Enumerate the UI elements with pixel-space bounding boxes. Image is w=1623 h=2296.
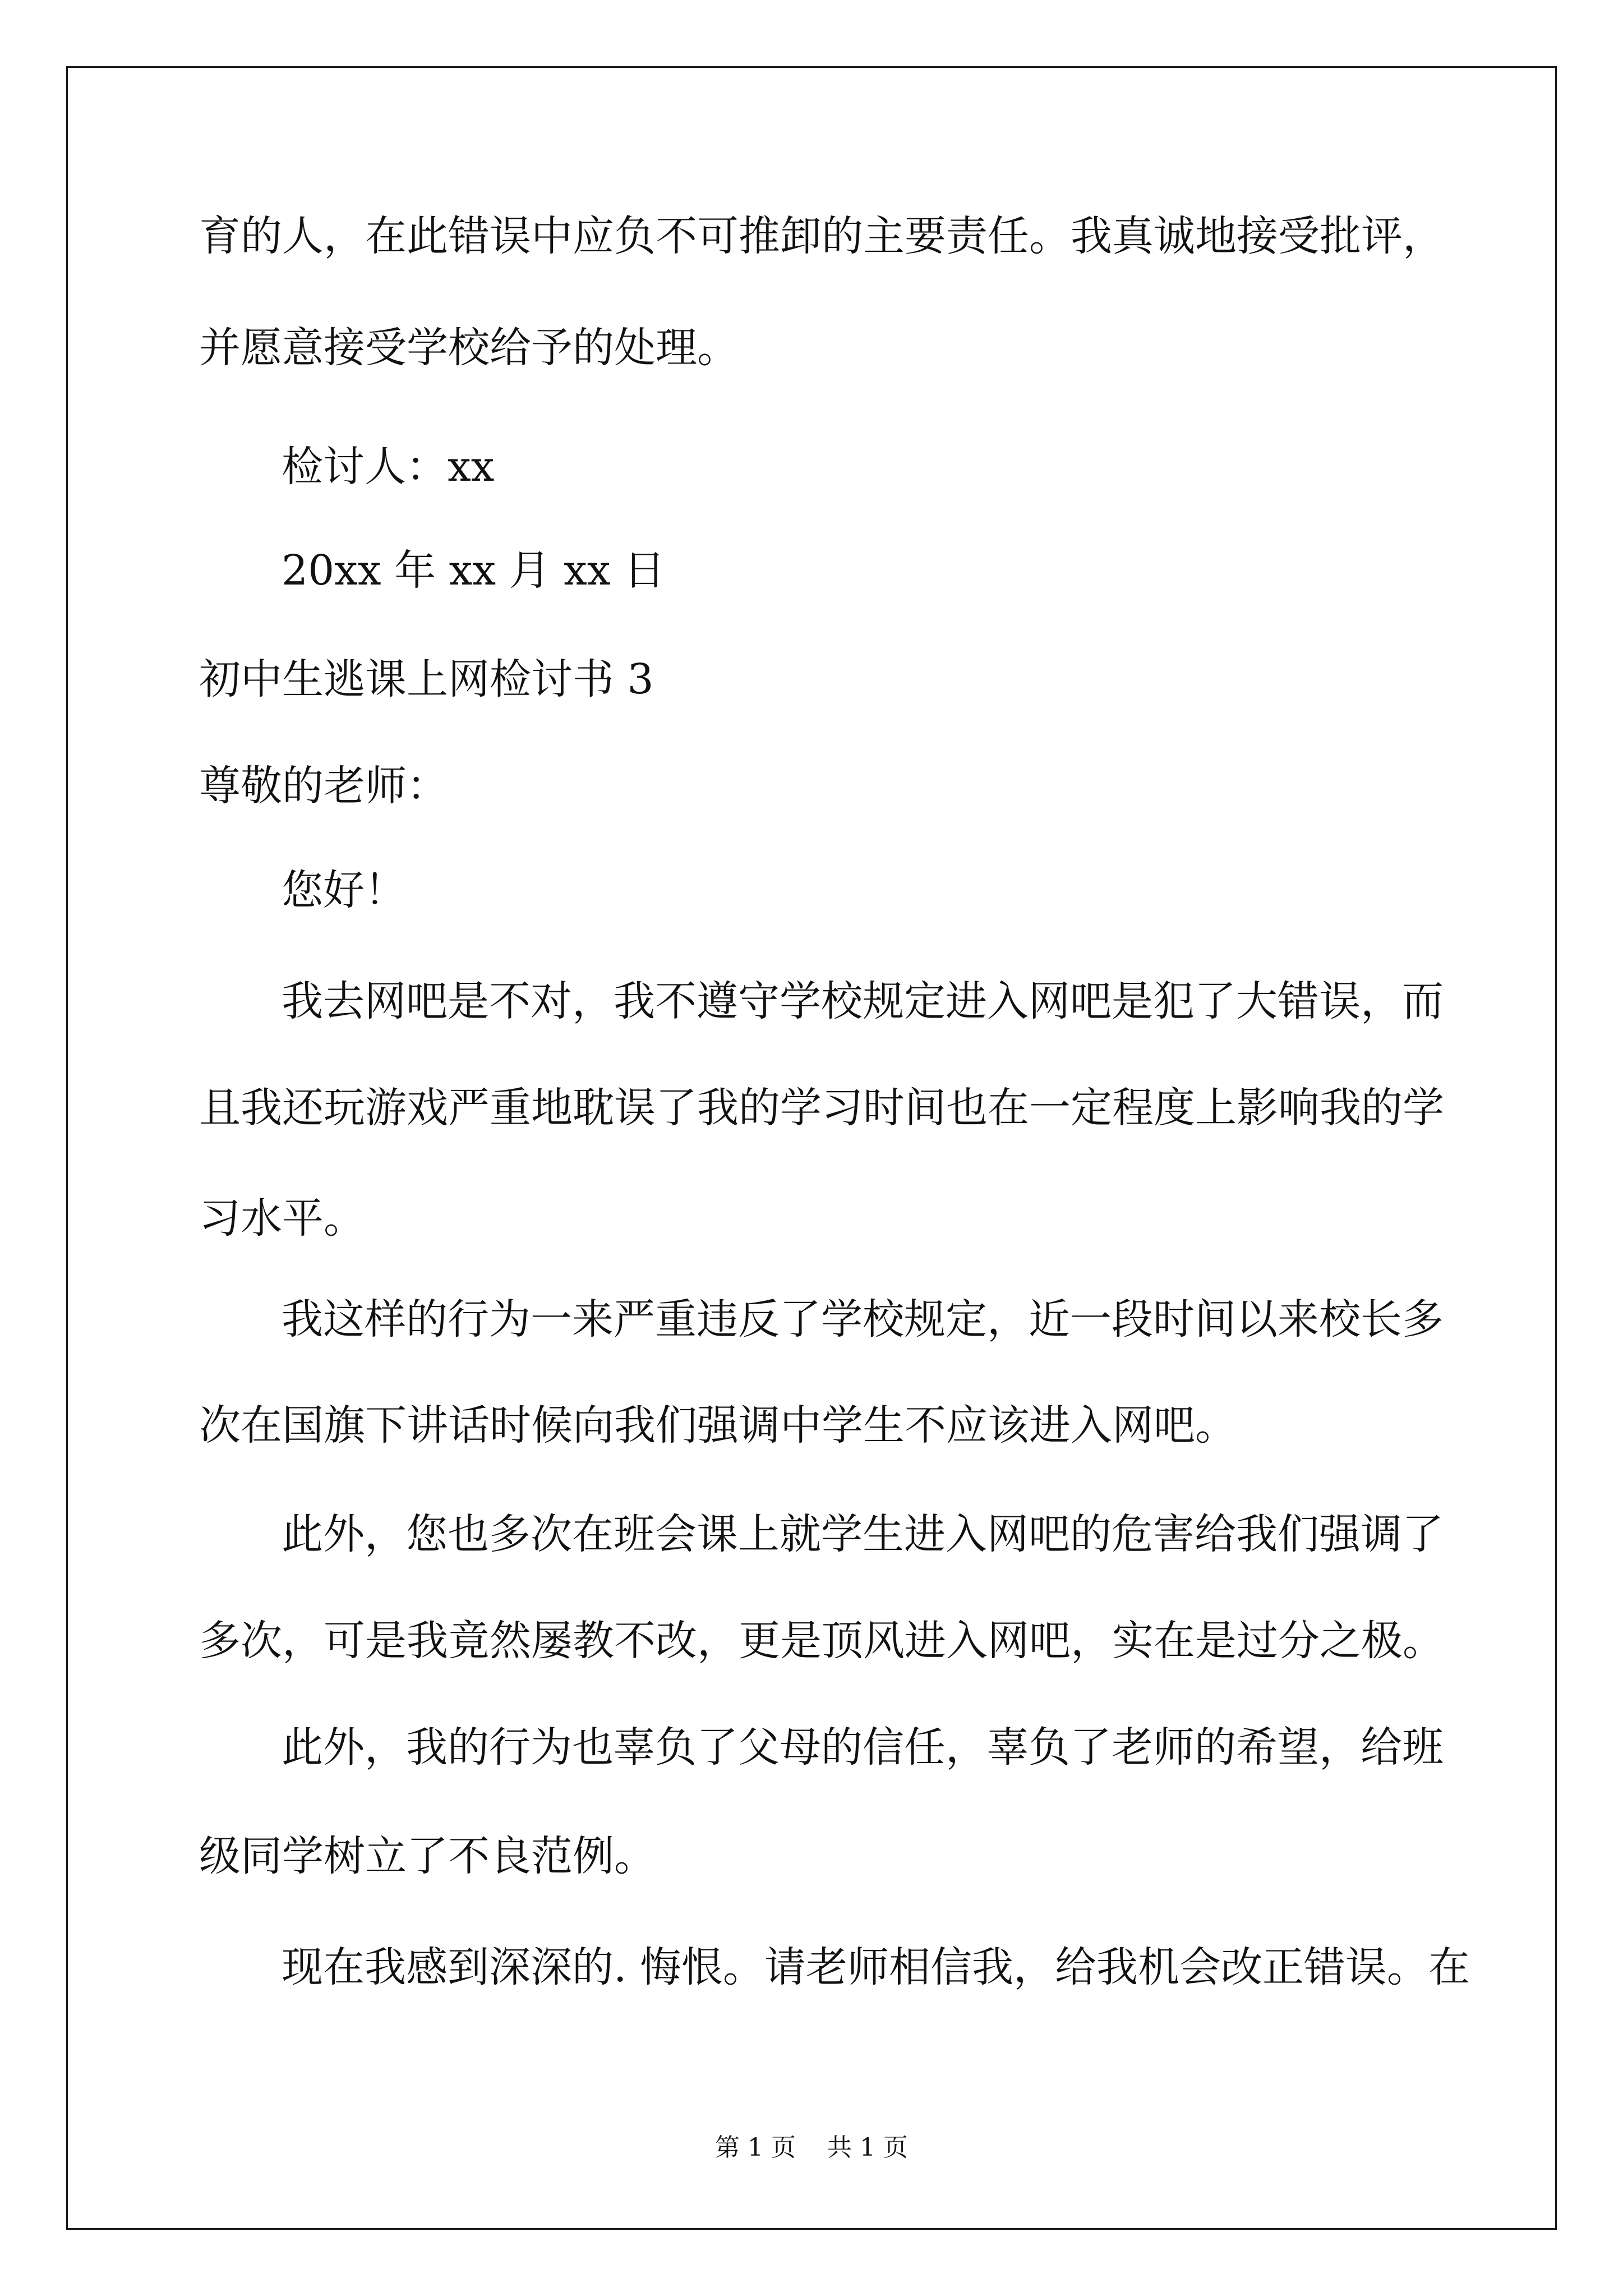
greeting: 您好！: [282, 866, 406, 914]
body-line-4: 且我还玩游戏严重地耽误了我的学习时间也在一定程度上影响我的学: [199, 1084, 1444, 1132]
section-title: 初中生逃课上网检讨书 3: [199, 655, 654, 703]
body-line-3: 我去网吧是不对，我不遵守学校规定进入网吧是犯了大错误，而: [282, 977, 1444, 1025]
body-line-6: 我这样的行为一来严重违反了学校规定，近一段时间以来校长多: [282, 1295, 1444, 1343]
body-line-2: 并愿意接受学校给予的处理。: [199, 324, 739, 372]
page-border: [66, 66, 1557, 2230]
body-line-12: 现在我感到深深的. 悔恨。请老师相信我，给我机会改正错误。在: [282, 1943, 1470, 1991]
page-footer: 第 1 页 共 1 页: [715, 2133, 908, 2162]
body-line-5: 习水平。: [199, 1194, 365, 1243]
signature-line: 检讨人：xx: [282, 443, 495, 491]
body-line-1: 育的人，在此错误中应负不可推卸的主要责任。我真诚地接受批评，: [199, 212, 1444, 260]
body-line-10: 此外，我的行为也辜负了父母的信任，辜负了老师的希望，给班: [282, 1723, 1444, 1772]
body-line-8: 此外，您也多次在班会课上就学生进入网吧的危害给我们强调了: [282, 1510, 1444, 1558]
body-line-7: 次在国旗下讲话时候向我们强调中学生不应该进入网吧。: [199, 1401, 1237, 1450]
salutation: 尊敬的老师：: [199, 762, 448, 810]
body-line-11: 级同学树立了不良范例。: [199, 1832, 656, 1880]
date-line: 20xx 年 xx 月 xx 日: [282, 546, 666, 595]
body-line-9: 多次，可是我竟然屡教不改，更是顶风进入网吧，实在是过分之极。: [199, 1617, 1444, 1665]
